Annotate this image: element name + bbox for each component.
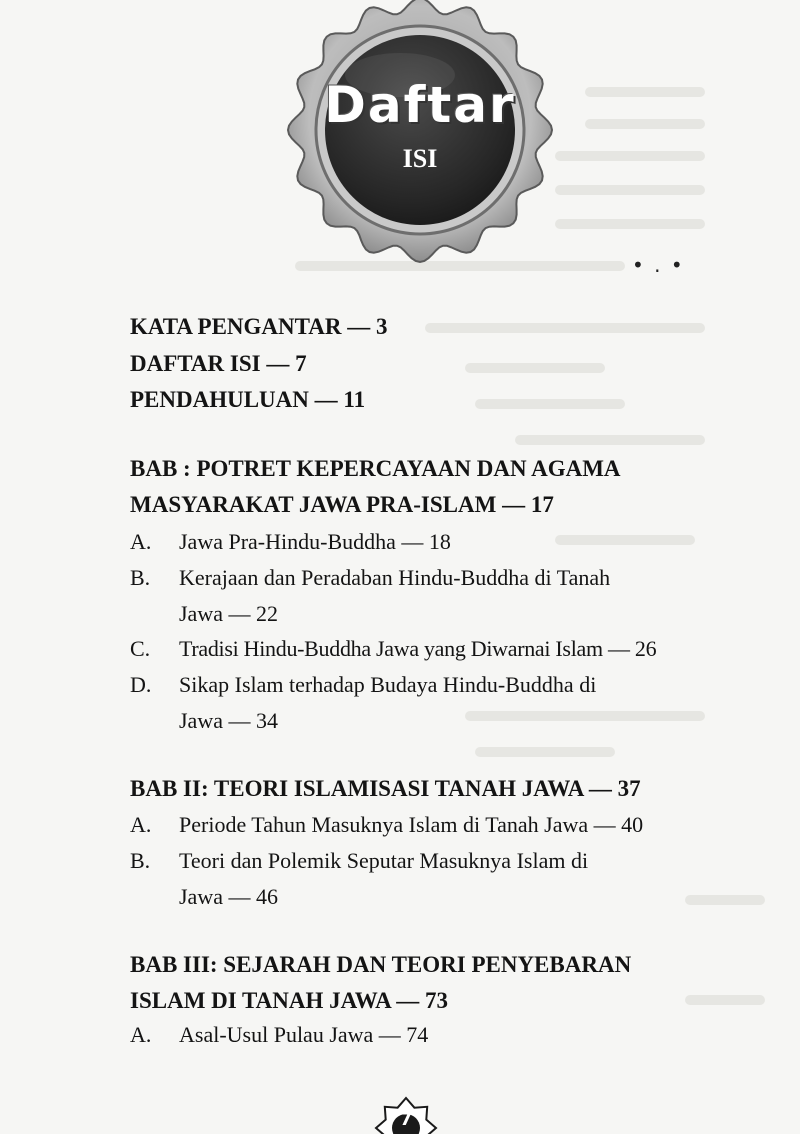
toc-front-pendahuluan: PENDAHULUAN — 11 [130, 387, 366, 412]
entry-letter: B. [130, 848, 151, 873]
entry-text: Teori dan Polemik Seputar Masuknya Islam di [179, 848, 589, 873]
entry-letter: A. [130, 1022, 152, 1047]
entry-text: Sikap Islam terhadap Budaya Hindu-Buddha di [179, 672, 597, 697]
title-badge [270, 0, 570, 282]
entry-letter: A. [130, 529, 152, 554]
entry-text: Jawa Pra-Hindu-Buddha — 18 [179, 529, 451, 554]
chapter-1-heading-line-2: MASYARAKAT JAWA PRA-ISLAM — 17 [130, 492, 554, 517]
entry-letter: A. [130, 812, 152, 837]
entry-letter: B. [130, 565, 151, 590]
entry-text-continued: Jawa — 22 [179, 601, 278, 626]
entry-text: Kerajaan dan Peradaban Hindu-Buddha di Tanah [179, 565, 611, 590]
entry-text-continued: Jawa — 46 [179, 884, 278, 909]
entry-letter: D. [130, 672, 152, 697]
entry-text: Tradisi Hindu-Buddha Jawa yang Diwarnai Islam — 26 [179, 636, 657, 661]
toc-front-kata-pengantar: KATA PENGANTAR — 3 [130, 314, 388, 339]
chapter-3-heading-line-2: ISLAM DI TANAH JAWA — 73 [130, 988, 449, 1013]
page-number: 7 [399, 1109, 413, 1130]
chapter-1-heading-line-1: BAB : POTRET KEPERCAYAAN DAN AGAMA [130, 456, 621, 481]
entry-text: Asal-Usul Pulau Jawa — 74 [179, 1022, 429, 1047]
badge-title: Daftar [324, 76, 516, 134]
badge-subtitle: ISI [402, 144, 438, 173]
entry-text-continued: Jawa — 34 [179, 708, 278, 733]
entry-text: Periode Tahun Masuknya Islam di Tanah Jawa — 40 [179, 812, 644, 837]
entry-letter: C. [130, 636, 151, 661]
chapter-2-heading: BAB II: TEORI ISLAMISASI TANAH JAWA — 37 [130, 776, 641, 801]
chapter-3-heading-line-1: BAB III: SEJARAH DAN TEORI PENYEBARAN [130, 952, 632, 977]
toc-front-daftar-isi: DAFTAR ISI — 7 [130, 351, 307, 376]
ornament-dots: • . • [632, 253, 685, 277]
